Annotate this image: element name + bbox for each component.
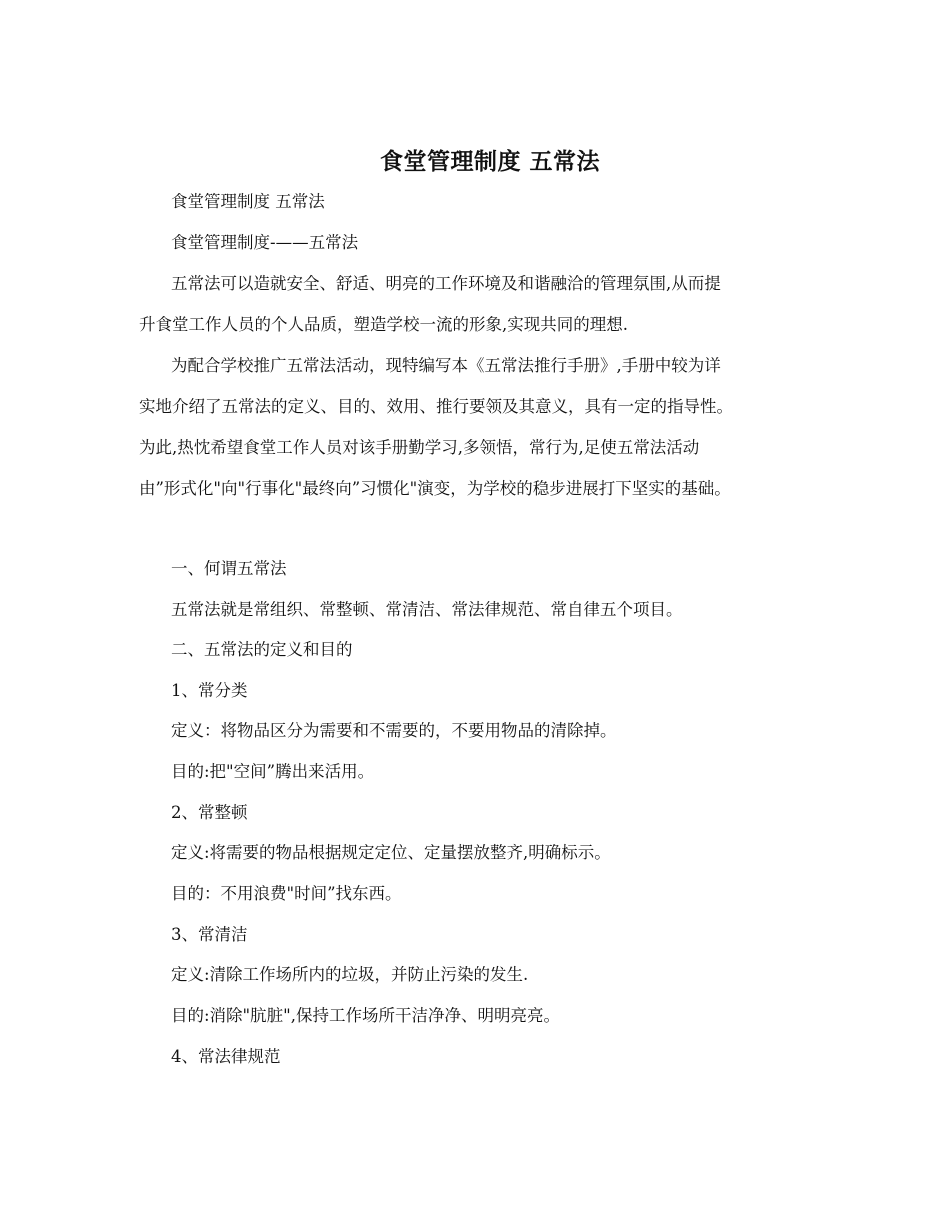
paragraph-line: 目的：不用浪费"时间”找东西。 <box>171 884 402 903</box>
section-heading: 一、何谓五常法 <box>171 559 287 578</box>
paragraph-line: 定义：将物品区分为需要和不需要的，不要用物品的清除掉。 <box>171 721 617 740</box>
paragraph-line: 目的:把"空间”腾出来活用。 <box>171 762 375 781</box>
subsection-heading: 2、常整顿 <box>171 803 248 822</box>
paragraph-line: 由”形式化"向"行事化"最终向”习惯化"演变，为学校的稳步进展打下坚实的基础。 <box>139 479 731 498</box>
paragraph-line: 定义:将需要的物品根据规定定位、定量摆放整齐,明确标示。 <box>171 843 611 862</box>
paragraph-line: 五常法就是常组织、常整顿、常清洁、常法律规范、常自律五个项目。 <box>171 600 683 619</box>
paragraph-line: 食堂管理制度-——五常法 <box>171 233 359 252</box>
paragraph-line: 食堂管理制度 五常法 <box>171 192 325 211</box>
paragraph-line: 升食堂工作人员的个人品质，塑造学校一流的形象,实现共同的理想. <box>139 315 628 334</box>
section-heading: 二、五常法的定义和目的 <box>171 640 353 659</box>
paragraph-line: 实地介绍了五常法的定义、目的、效用、推行要领及其意义，具有一定的指导性。 <box>139 397 733 416</box>
paragraph-line: 定义:清除工作场所内的垃圾，并防止污染的发生. <box>171 965 529 984</box>
paragraph-line: 五常法可以造就安全、舒适、明亮的工作环境及和谐融洽的管理氛围,从而提 <box>171 274 721 293</box>
subsection-heading: 4、常法律规范 <box>171 1047 281 1066</box>
subsection-heading: 1、常分类 <box>171 681 248 700</box>
paragraph-line: 为配合学校推广五常法活动，现特编写本《五常法推行手册》,手册中较为详 <box>171 356 721 375</box>
paragraph-line: 为此,热忱希望食堂工作人员对该手册勤学习,多领悟，常行为,足使五常法活动 <box>139 438 700 457</box>
document-title: 食堂管理制度 五常法 <box>379 148 600 175</box>
subsection-heading: 3、常清洁 <box>171 925 248 944</box>
paragraph-line: 目的:消除"肮脏",保持工作场所干洁净净、明明亮亮。 <box>171 1006 560 1025</box>
